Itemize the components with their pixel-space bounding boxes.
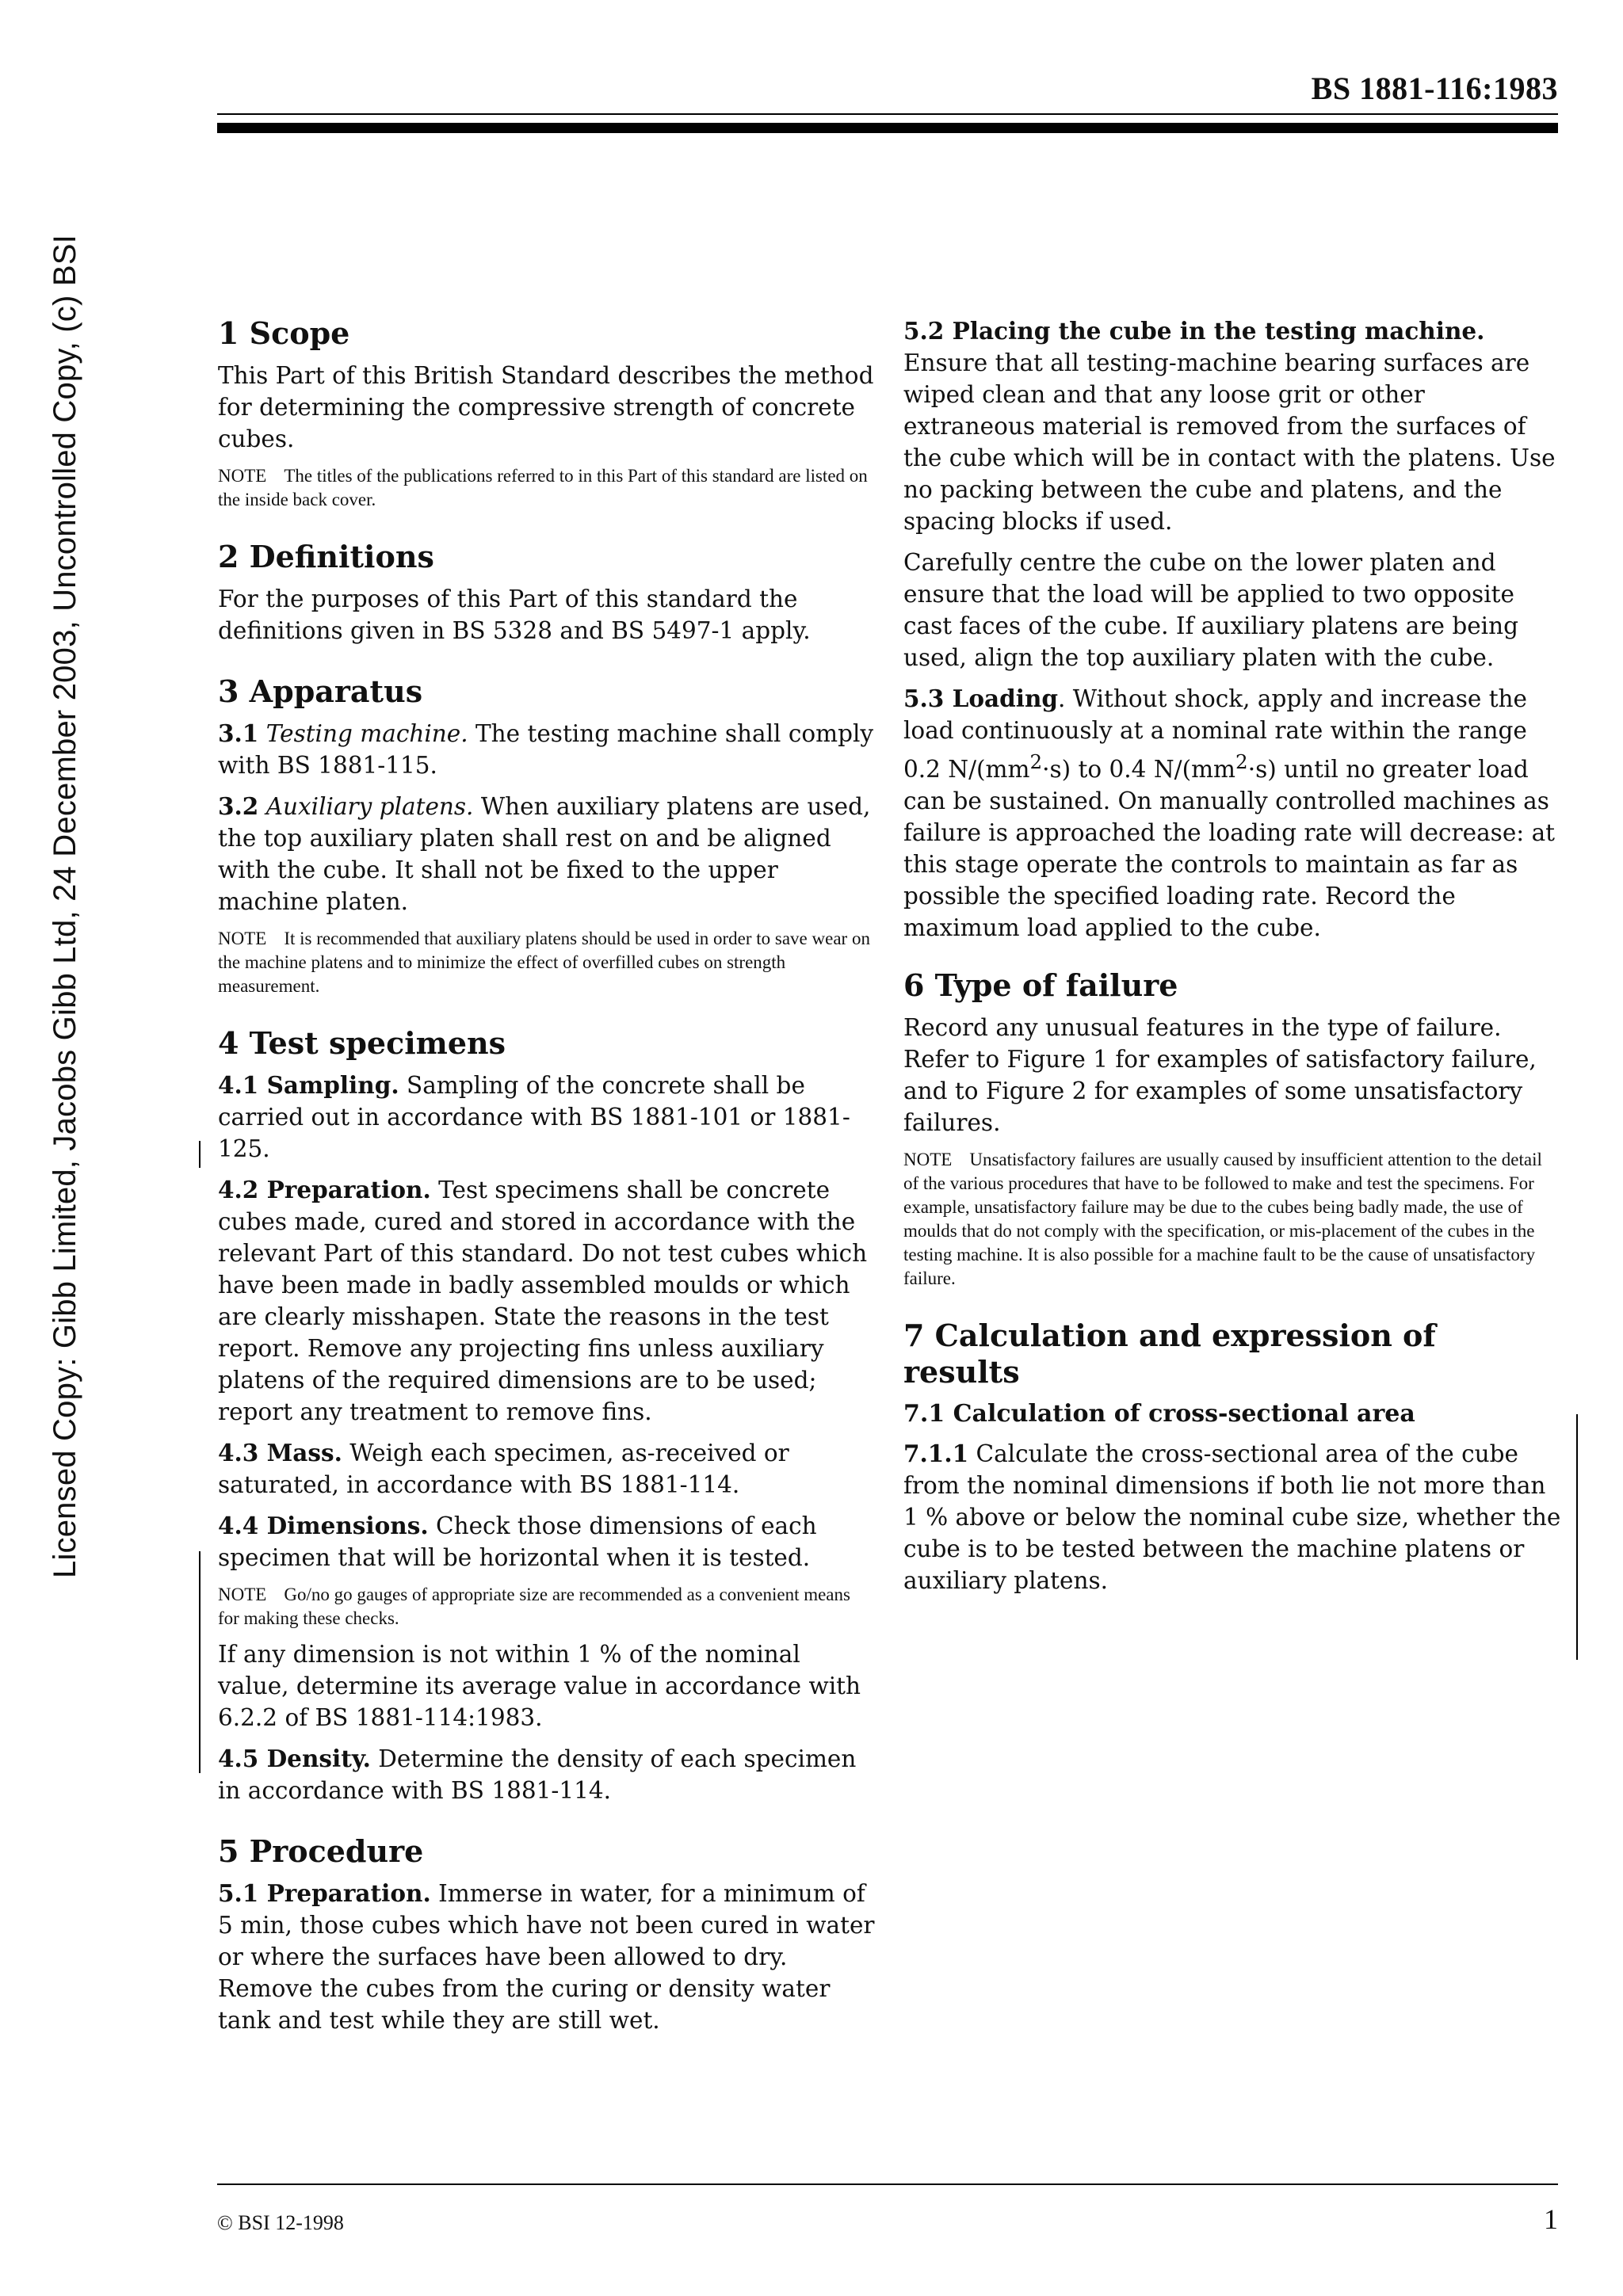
note-label: NOTE bbox=[218, 1585, 267, 1604]
note bbox=[218, 1583, 876, 1630]
clause-title: 4.2 Preparation. bbox=[218, 1176, 431, 1203]
paragraph bbox=[218, 1437, 876, 1501]
note-label: NOTE bbox=[218, 929, 267, 948]
superscript: 2 bbox=[1029, 750, 1043, 773]
clause-text: Determine the density of each specimen in accordance with BS 1881-114. bbox=[218, 1745, 857, 1804]
clause-text: Weigh each specimen, as-received or saturated, in accordance with BS 1881-114. bbox=[218, 1440, 789, 1498]
clause-title: 5.3 Loading bbox=[903, 685, 1059, 712]
clause-text: Sampling of the concrete shall be carried out in accordance with BS 1881-101 or 1881-125. bbox=[218, 1072, 850, 1162]
paragraph bbox=[218, 1743, 876, 1806]
section-heading: 3 Apparatus bbox=[218, 673, 423, 709]
clause-text: When auxiliary platens are used, the top auxiliary platen shall rest on and be aligned with the cube. It shall not be fixed to the upper machine platen. bbox=[218, 793, 871, 915]
paragraph bbox=[903, 683, 1561, 944]
clause-title: 4.3 Mass. bbox=[218, 1439, 342, 1466]
page-number: 1 bbox=[1544, 2203, 1558, 2235]
section-calculation bbox=[903, 1318, 1561, 1596]
clause-text: The testing machine shall comply with BS 1881-115. bbox=[218, 720, 874, 779]
paragraph: For the purposes of this Part of this standard the definitions given in BS 5328 and BS 5497-1 apply. bbox=[218, 585, 811, 644]
copyright-notice: © BSI 12-1998 bbox=[217, 2211, 344, 2234]
subsection-heading: 7.1 Calculation of cross-sectional area bbox=[903, 1399, 1415, 1428]
section-type-of-failure bbox=[903, 967, 1561, 1291]
paragraph bbox=[903, 1438, 1561, 1596]
clause-text: Ensure that all testing-machine bearing surfaces are wiped clean and that any loose grit or other extraneous material is removed from the surfaces of the cube which will be in contact with the platens. Use no packing between the cube and platens, and the spacing blocks if used. bbox=[903, 349, 1556, 535]
clause-title: 4.5 Density. bbox=[218, 1745, 371, 1772]
note bbox=[218, 927, 876, 998]
header-rule-thick bbox=[217, 123, 1558, 133]
section-heading: 1 Scope bbox=[218, 315, 350, 351]
clause-title: Testing machine. bbox=[265, 720, 468, 747]
note-text: It is recommended that auxiliary platens should be used in order to save wear on the machine platens and to minimize the effect of overfilled cubes on strength measurement. bbox=[218, 929, 870, 996]
clause-title: 4.4 Dimensions. bbox=[218, 1512, 429, 1539]
paragraph bbox=[903, 315, 1561, 537]
note-label: NOTE bbox=[903, 1149, 953, 1169]
change-bar bbox=[1576, 1414, 1578, 1660]
clause-text: Immerse in water, for a minimum of 5 min, those cubes which have not been cured in water or where the surfaces have been allowed to dry. Remove the cubes from the curing or density water tank and test while they are still wet. bbox=[218, 1880, 875, 2034]
paragraph: Carefully centre the cube on the lower platen and ensure that the load will be applied to two opposite cast faces of the cube. If auxiliary platens are being used, align the top auxiliary platen with the cube. bbox=[903, 549, 1518, 671]
footer-rule bbox=[217, 2183, 1558, 2185]
right-column bbox=[903, 315, 1561, 1623]
section-test-specimens bbox=[218, 1025, 876, 1806]
change-bar bbox=[199, 1141, 200, 1168]
document-code: BS 1881-116:1983 bbox=[1311, 71, 1558, 106]
note-label: NOTE bbox=[218, 466, 267, 486]
clause-number: 3.2 bbox=[218, 792, 259, 820]
section-heading: 2 Definitions bbox=[218, 539, 434, 574]
superscript: 2 bbox=[1235, 750, 1248, 773]
note bbox=[903, 1148, 1561, 1291]
clause-text: Calculate the cross-sectional area of the cube from the nominal dimensions if both lie not more than 1 % above or below the nominal cube size, whether the cube is to be tested between the machine platens or auxiliary platens. bbox=[903, 1440, 1561, 1594]
section-heading: 4 Test specimens bbox=[218, 1025, 506, 1061]
paragraph bbox=[218, 1070, 876, 1165]
paragraph bbox=[218, 1878, 876, 2036]
change-bar bbox=[199, 1551, 200, 1773]
clause-title: 5.1 Preparation. bbox=[218, 1879, 431, 1907]
clause-number: 3.1 bbox=[218, 719, 259, 747]
clause-title: 4.1 Sampling. bbox=[218, 1071, 399, 1099]
license-watermark: Licensed Copy: Gibb Limited, Jacobs Gibb Ltd, 24 December 2003, Uncontrolled Copy, (c) BSI bbox=[48, 235, 82, 1578]
section-apparatus bbox=[218, 673, 876, 998]
paragraph bbox=[218, 1510, 876, 1573]
clause-text: ·s) until no greater load can be sustained. On manually controlled machines as failure is approached the loading rate will decrease: at this stage operate the controls to maintain as far as possible the specified loading rate. Record the maximum load applied to the cube. bbox=[903, 755, 1556, 941]
paragraph: If any dimension is not within 1 % of the nominal value, determine its average value in accordance with 6.2.2 of BS 1881-114:1983. bbox=[218, 1641, 861, 1731]
section-definitions bbox=[218, 539, 876, 646]
section-heading: 6 Type of failure bbox=[903, 967, 1178, 1003]
note-text: Unsatisfactory failures are usually caused by insufficient attention to the detail of the various procedures that have to be followed to make and test the specimens. For example, unsatisfactory failure may be due to the cubes being badly made, the use of moulds that do not comply with the specification, or mis-placement of the cubes in the testing machine. It is also possible for a machine fault to be the cause of unsatisfactory failure. bbox=[903, 1149, 1542, 1288]
clause-text: Test specimens shall be concrete cubes made, cured and stored in accordance with the relevant Part of this standard. Do not test cubes which have been made in badly assembled moulds or which are clearly misshapen. State the reasons in the test report. Remove any projecting fins unless auxiliary platens of the required dimensions are to be used; report any treatment to remove fins. bbox=[218, 1177, 868, 1425]
section-heading: 5 Procedure bbox=[218, 1833, 424, 1869]
note-text: The titles of the publications referred to in this Part of this standard are listed on the inside back cover. bbox=[218, 466, 868, 509]
paragraph bbox=[218, 1174, 876, 1428]
clause-text: Check those dimensions of each specimen that will be horizontal when it is tested. bbox=[218, 1512, 817, 1571]
clause-number: 7.1.1 bbox=[903, 1439, 969, 1467]
clause-title: 5.2 Placing the cube in the testing machine. bbox=[903, 317, 1485, 345]
note-text: Go/no go gauges of appropriate size are recommended as a convenient means for making these checks. bbox=[218, 1585, 850, 1628]
header-rule-thin bbox=[217, 113, 1558, 115]
clause-text: . Without shock, apply and increase the load continuously at a nominal rate within the range 0.2 N/(mm bbox=[903, 685, 1528, 783]
clause-title: Auxiliary platens. bbox=[265, 793, 474, 820]
note bbox=[218, 464, 876, 512]
clause-text: ·s) to 0.4 N/(mm bbox=[1042, 755, 1236, 783]
paragraph bbox=[218, 791, 876, 917]
paragraph bbox=[218, 718, 876, 781]
paragraph: This Part of this British Standard describes the method for determining the compressive strength of concrete cubes. bbox=[218, 362, 874, 452]
section-procedure bbox=[218, 1833, 876, 2036]
paragraph: Record any unusual features in the type of failure. Refer to Figure 1 for examples of satisfactory failure, and to Figure 2 for examples of some unsatisfactory failures. bbox=[903, 1013, 1537, 1136]
section-scope bbox=[218, 315, 876, 512]
section-heading: 7 Calculation and expression of results bbox=[903, 1317, 1436, 1390]
left-column bbox=[218, 315, 876, 2063]
